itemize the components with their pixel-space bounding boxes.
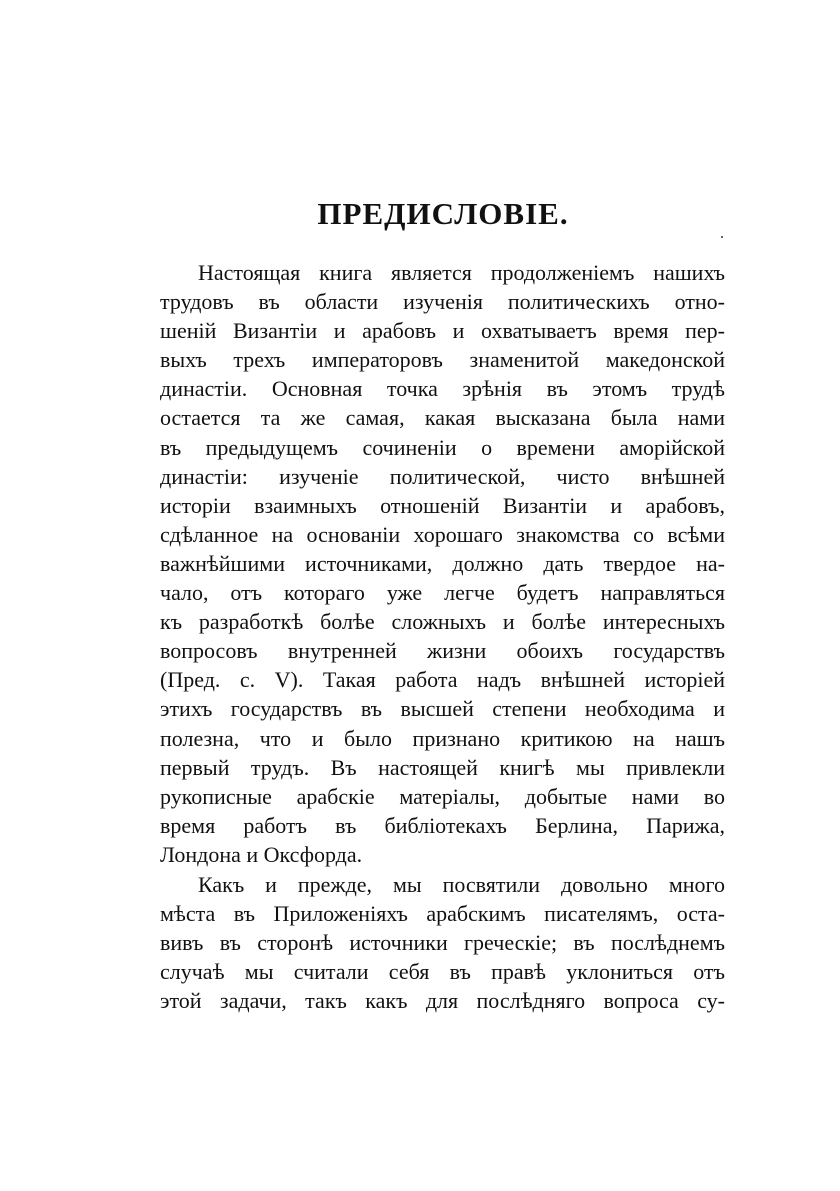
text-line: династіи. Основная точка зрѣнія въ этомъ трудѣ <box>160 376 725 402</box>
text-line: полезна, что и было признано критикою на нашъ <box>160 725 725 751</box>
text-line: этихъ государствъ въ высшей степени необходима и <box>160 696 725 722</box>
text-line: къ разработкѣ болѣе сложныхъ и болѣе интересныхъ <box>160 609 725 635</box>
text-line: династіи: изученіе политической, чисто внѣшней <box>160 463 725 489</box>
text-line: первый трудъ. Въ настоящей книгѣ мы привлекли <box>160 754 725 780</box>
paragraph-1 <box>160 258 725 869</box>
text-line: важнѣйшими источниками, должно дать твердое на- <box>160 550 725 576</box>
text-line: остается та же самая, какая высказана была нами <box>160 405 725 431</box>
text-line: рукописные арабскіе матеріалы, добытые нами во <box>160 783 725 809</box>
text-line: выхъ трехъ императоровъ знаменитой македонской <box>160 347 725 373</box>
text-line: Лондона и Оксфорда. <box>160 841 363 867</box>
page-title: ПРЕДИСЛОВІЕ. <box>317 196 569 231</box>
text-line: мѣста въ Приложеніяхъ арабскимъ писателямъ, оста- <box>160 901 725 927</box>
body-text <box>160 258 725 1015</box>
text-line: (Пред. с. V). Такая работа надъ внѣшней исторіей <box>160 667 725 693</box>
paragraph-2 <box>160 870 725 1015</box>
text-line: трудовъ въ области изученія политическихъ отно- <box>160 289 725 315</box>
text-line: въ предыдущемъ сочиненіи о времени аморійской <box>160 434 725 460</box>
text-line: вивъ въ сторонѣ источники греческіе; въ послѣднемъ <box>160 930 725 956</box>
text-line: Какъ и прежде, мы посвятили довольно много <box>198 871 725 897</box>
text-line: исторіи взаимныхъ отношеній Византіи и арабовъ, <box>160 492 725 518</box>
text-line: случаѣ мы считали себя въ правѣ уклониться отъ <box>160 959 725 985</box>
text-line: шеній Византіи и арабовъ и охватываетъ время пер- <box>160 318 725 344</box>
text-line: Настоящая книга является продолженіемъ нашихъ <box>198 260 725 285</box>
text-line: этой задачи, такъ какъ для послѣдняго вопроса су- <box>160 988 725 1014</box>
text-line: сдѣланное на основаніи хорошаго знакомства со всѣми <box>160 521 725 547</box>
text-line: чало, отъ котораго уже легче будетъ направляться <box>160 580 725 606</box>
ink-speck <box>721 236 723 238</box>
text-line: время работъ въ библіотекахъ Берлина, Парижа, <box>160 812 725 838</box>
text-line: вопросовъ внутренней жизни обоихъ государствъ <box>160 638 725 664</box>
